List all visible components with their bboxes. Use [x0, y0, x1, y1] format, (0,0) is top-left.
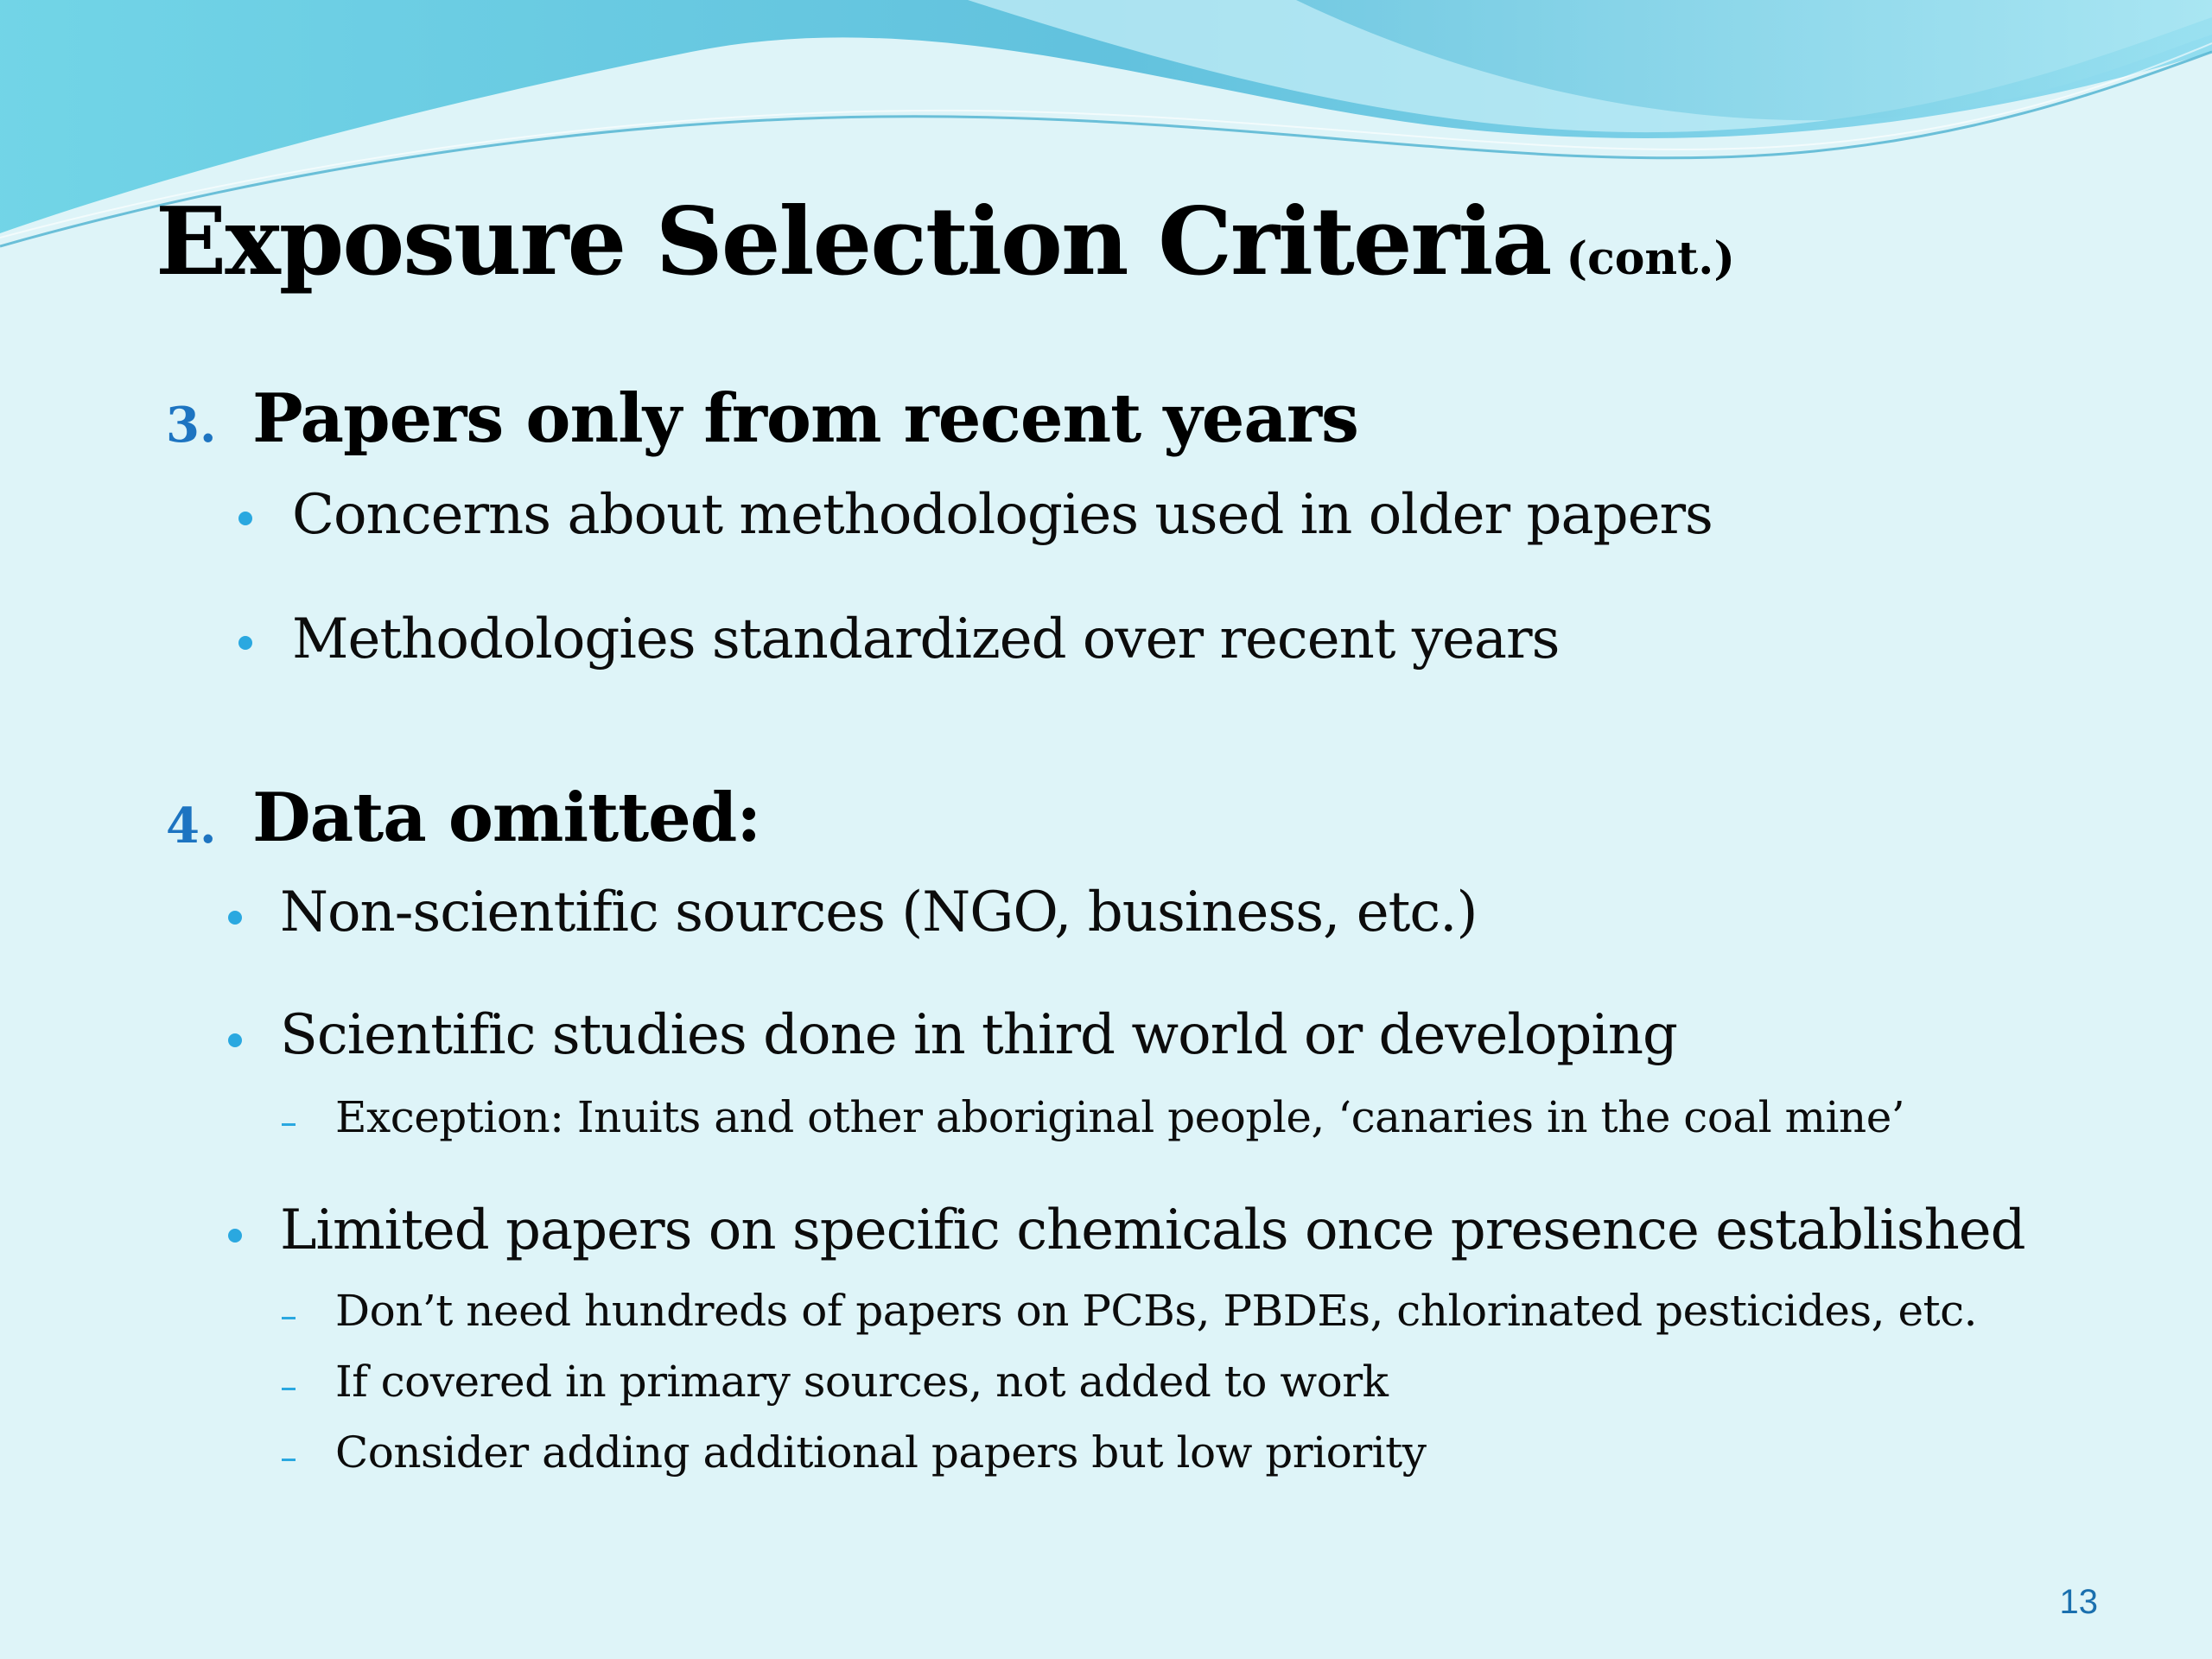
bullet-dot-icon: [238, 512, 252, 525]
sub-bullet-item: Consider adding additional papers but low priority: [335, 1427, 1427, 1478]
bullet-dot-icon: [228, 911, 242, 925]
bullet-dot-icon: [228, 1229, 242, 1243]
sub-bullet-dash-icon: [282, 1317, 296, 1319]
bullet-item: Limited papers on specific chemicals once presence established: [280, 1198, 2025, 1262]
bullet-dot-icon: [228, 1033, 242, 1047]
section-heading: Papers only from recent years: [252, 379, 1358, 458]
section-number: 3.: [166, 397, 217, 454]
section-number: 4.: [166, 798, 217, 855]
sub-bullet-dash-icon: [282, 1388, 296, 1390]
sub-bullet-item: Exception: Inuits and other aboriginal people, ‘canaries in the coal mine’: [335, 1092, 1905, 1142]
bullet-item: Non-scientific sources (NGO, business, etc.): [280, 880, 1478, 944]
section-heading: Data omitted:: [252, 779, 761, 857]
bullet-item: Concerns about methodologies used in older papers: [292, 483, 1713, 547]
sub-bullet-item: Don’t need hundreds of papers on PCBs, PBDEs, chlorinated pesticides, etc.: [335, 1286, 1978, 1336]
slide-title-suffix: (cont.): [1566, 232, 1735, 285]
sub-bullet-dash-icon: [282, 1459, 296, 1461]
bullet-item: Scientific studies done in third world or developing: [280, 1003, 1677, 1067]
slide-title-text: Exposure Selection Criteria: [156, 188, 1551, 296]
bullet-item: Methodologies standardized over recent years: [292, 607, 1560, 671]
sub-bullet-dash-icon: [282, 1123, 296, 1126]
bullet-dot-icon: [238, 636, 252, 650]
sub-bullet-item: If covered in primary sources, not added to work: [335, 1357, 1389, 1407]
slide-title: [156, 188, 1735, 296]
page-number: 13: [2059, 1583, 2098, 1621]
